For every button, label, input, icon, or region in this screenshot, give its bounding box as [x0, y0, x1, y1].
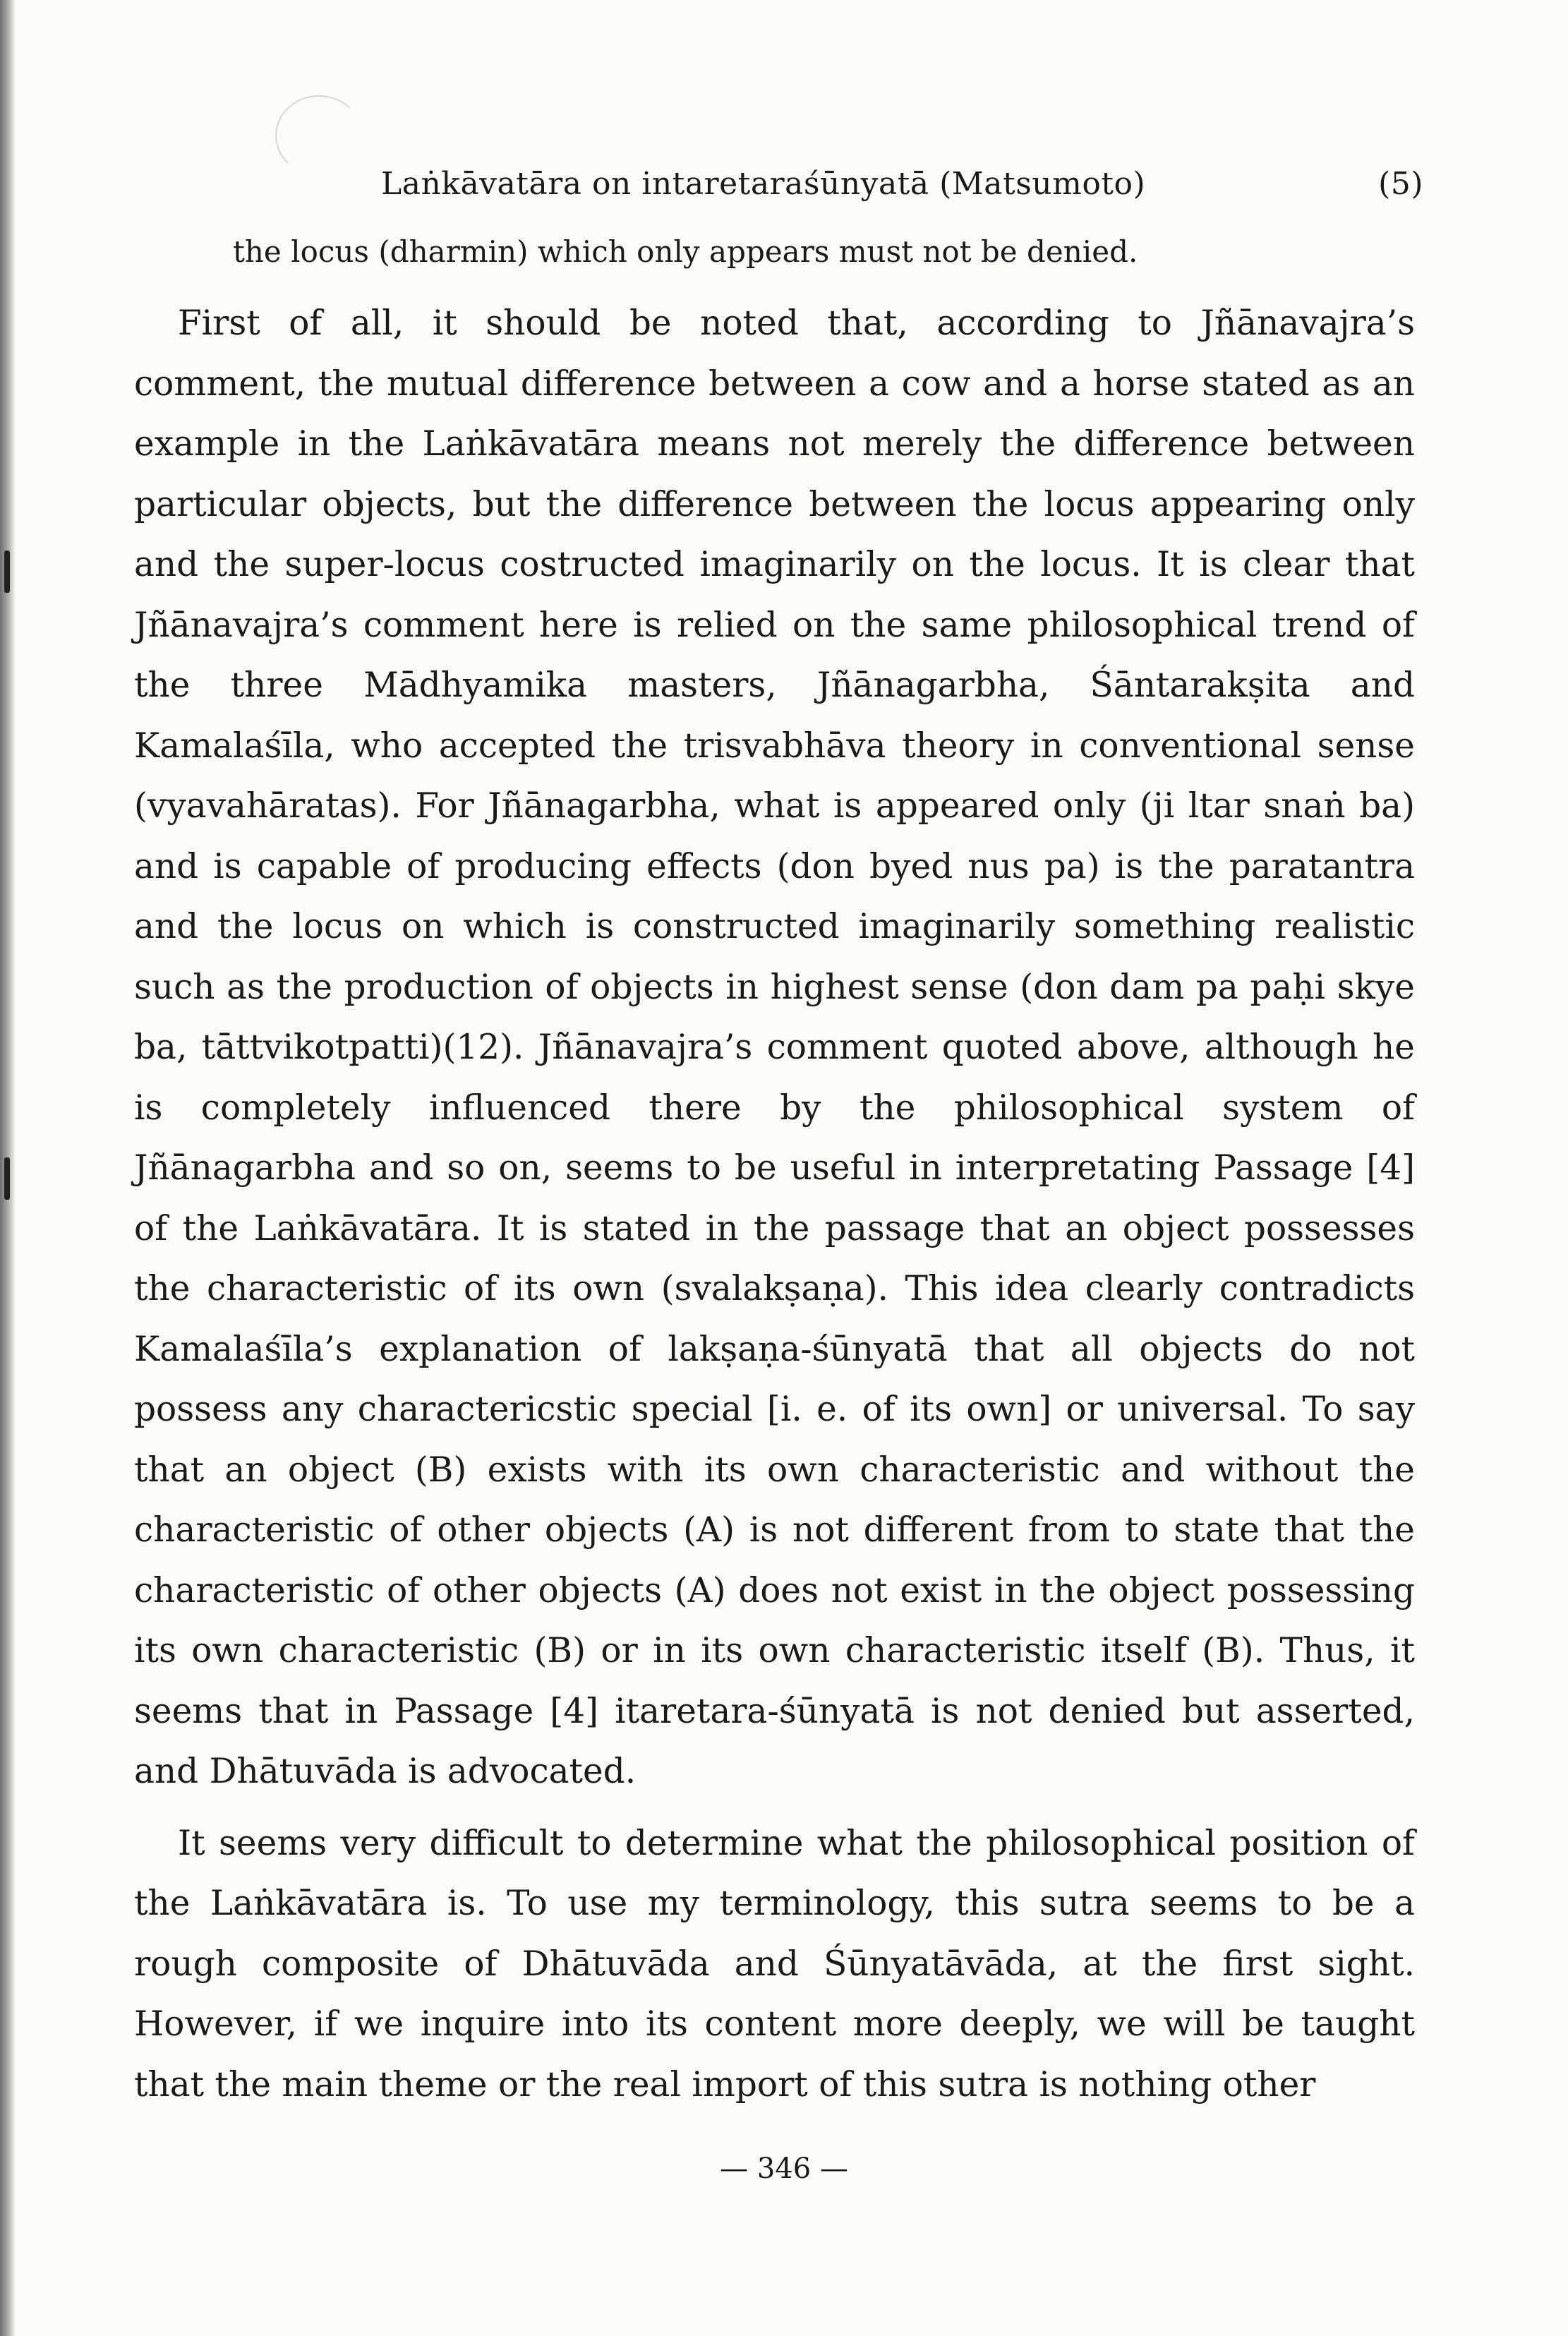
continuation-line: the locus (dharmin) which only appears must not be denied.: [233, 234, 1138, 269]
paragraph-2: It seems very difficult to determine what the philosophical position of the Laṅkāvatāra is. To use my terminology, this sutra seems to be a rough composite of Dhātuvāda and Śūnyatāvāda, at the first sight. However, if we inquire into its content more deeply, we will be taught that the main theme or the real import of this sutra is nothing other: [134, 1823, 1415, 2105]
binding-mark: [4, 550, 10, 593]
body-text: [134, 227, 1415, 2115]
running-title: Laṅkāvatāra on intaretaraśūnyatā (Matsumoto): [381, 166, 1146, 202]
page-number: — 346 —: [720, 2153, 848, 2185]
binding-mark: [4, 1157, 10, 1200]
page-marker: (5): [1378, 166, 1423, 202]
paper-stain: [275, 95, 363, 176]
paragraph-1: First of all, it should be noted that, according to Jñānavajra’s comment, the mutual difference between a cow and a horse stated as an example in the Laṅkāvatāra means not merely the difference between particular objects, but the difference between the locus appearing only and the super-locus costructed imaginarily on the locus. It is clear that Jñānavajra’s comment here is relied on the same philosophical trend of the three Mādhyamika masters, Jñānagarbha, Śāntarakṣita and Kamalaśīla, who accepted the trisvabhāva theory in conventional sense (vyavahāratas). For Jñānagarbha, what is appeared only (ji ltar snaṅ ba) and is capable of producing effects (don byed nus pa) is the paratantra and the locus on which is constructed imaginarily something realistic such as the production of objects in highest sense (don dam pa paḥi skye ba, tāttvikotpatti)(12). Jñānavajra’s comment quoted above, although he is completely influenced there by the philosophical system of Jñānagarbha and so on, seems to be useful in interpretating Passage [4] of the Laṅkāvatāra. It is stated in the passage that an object possesses the characteristic of its own (svalakṣaṇa). This idea clearly contradicts Kamalaśīla’s explanation of lakṣaṇa-śūnyatā that all objects do not possess any charactericstic special [i. e. of its own] or universal. To say that an object (B) exists with its own characteristic and without the characteristic of other objects (A) is not different from to state that the characteristic of other objects (A) does not exist in the object possessing its own characteristic (B) or in its own characteristic itself (B). Thus, it seems that in Passage [4] itaretara-śūnyatā is not denied but asserted, and Dhātuvāda is advocated.: [134, 303, 1415, 1791]
running-header: [381, 166, 1423, 202]
